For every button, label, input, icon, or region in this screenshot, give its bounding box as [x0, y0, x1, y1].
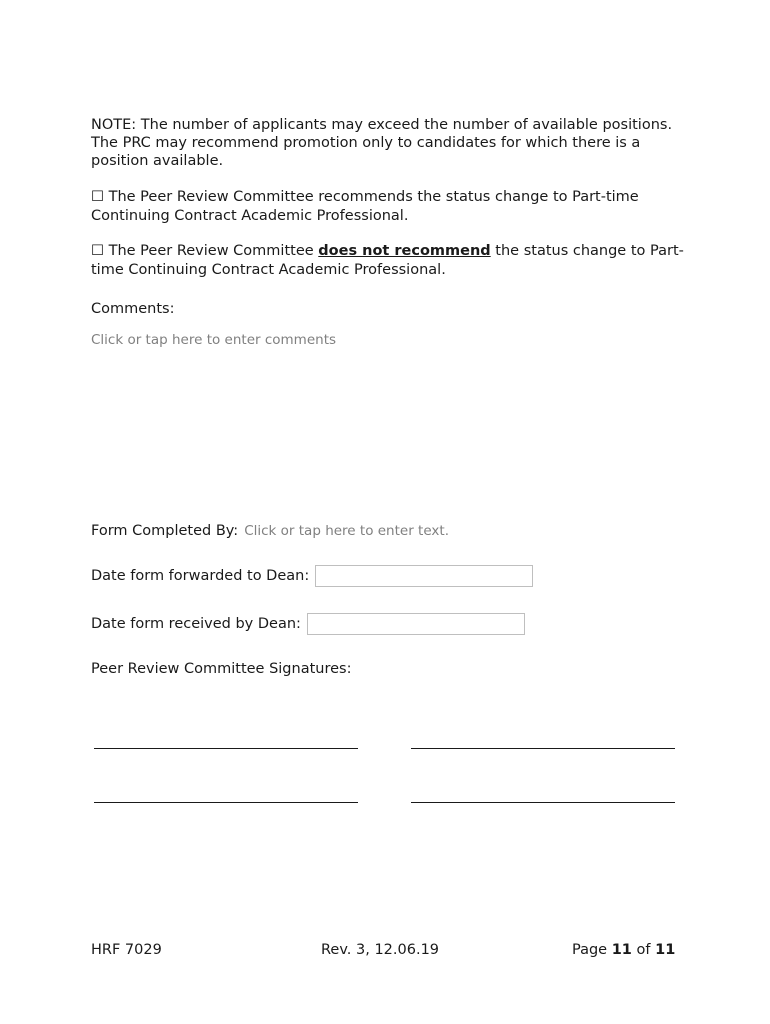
comments-label: Comments: [91, 301, 175, 317]
forwarded-date-field[interactable] [315, 565, 533, 587]
received-row [91, 613, 525, 635]
completed-by-row [91, 523, 449, 539]
not-recommend-option [91, 242, 691, 280]
completed-by-label: Form Completed By: [91, 523, 239, 539]
note-paragraph: NOTE: The number of applicants may exceed the number of available positions. The PRC may recommend promotion only to candidates for which there is a position available. [91, 117, 673, 169]
footer-page-number [572, 942, 675, 958]
comments-input[interactable]: Click or tap here to enter comments [91, 332, 337, 348]
page-current: 11 [611, 942, 632, 958]
footer-revision: Rev. 3, 12.06.19 [321, 942, 440, 958]
forwarded-row [91, 565, 533, 587]
not-recommend-checkbox[interactable]: ☐ [91, 243, 104, 259]
signatures-label: Peer Review Committee Signatures: [91, 661, 352, 677]
completed-by-input[interactable]: Click or tap here to enter text. [244, 523, 449, 539]
not-recommend-text-before: The Peer Review Committee [104, 243, 319, 259]
signature-line[interactable] [411, 802, 675, 803]
signature-line[interactable] [94, 748, 358, 749]
recommend-checkbox[interactable]: ☐ [91, 189, 104, 205]
signature-line[interactable] [411, 748, 675, 749]
page-word: Page [572, 942, 612, 958]
received-date-field[interactable] [307, 613, 525, 635]
not-recommend-text-after: the status change to Part-time Continuing Contract Academic Professional. [91, 243, 684, 278]
signature-line[interactable] [94, 802, 358, 803]
not-recommend-emphasis: does not recommend [318, 243, 491, 259]
page-total: 11 [655, 942, 676, 958]
forwarded-label: Date form forwarded to Dean: [91, 568, 310, 584]
page-of: of [631, 942, 656, 958]
footer-form-id: HRF 7029 [91, 942, 162, 958]
recommend-option [91, 188, 691, 226]
recommend-option-text: The Peer Review Committee recommends the status change to Part-time Continuing Contract Academic Professional. [91, 189, 639, 224]
received-label: Date form received by Dean: [91, 616, 301, 632]
